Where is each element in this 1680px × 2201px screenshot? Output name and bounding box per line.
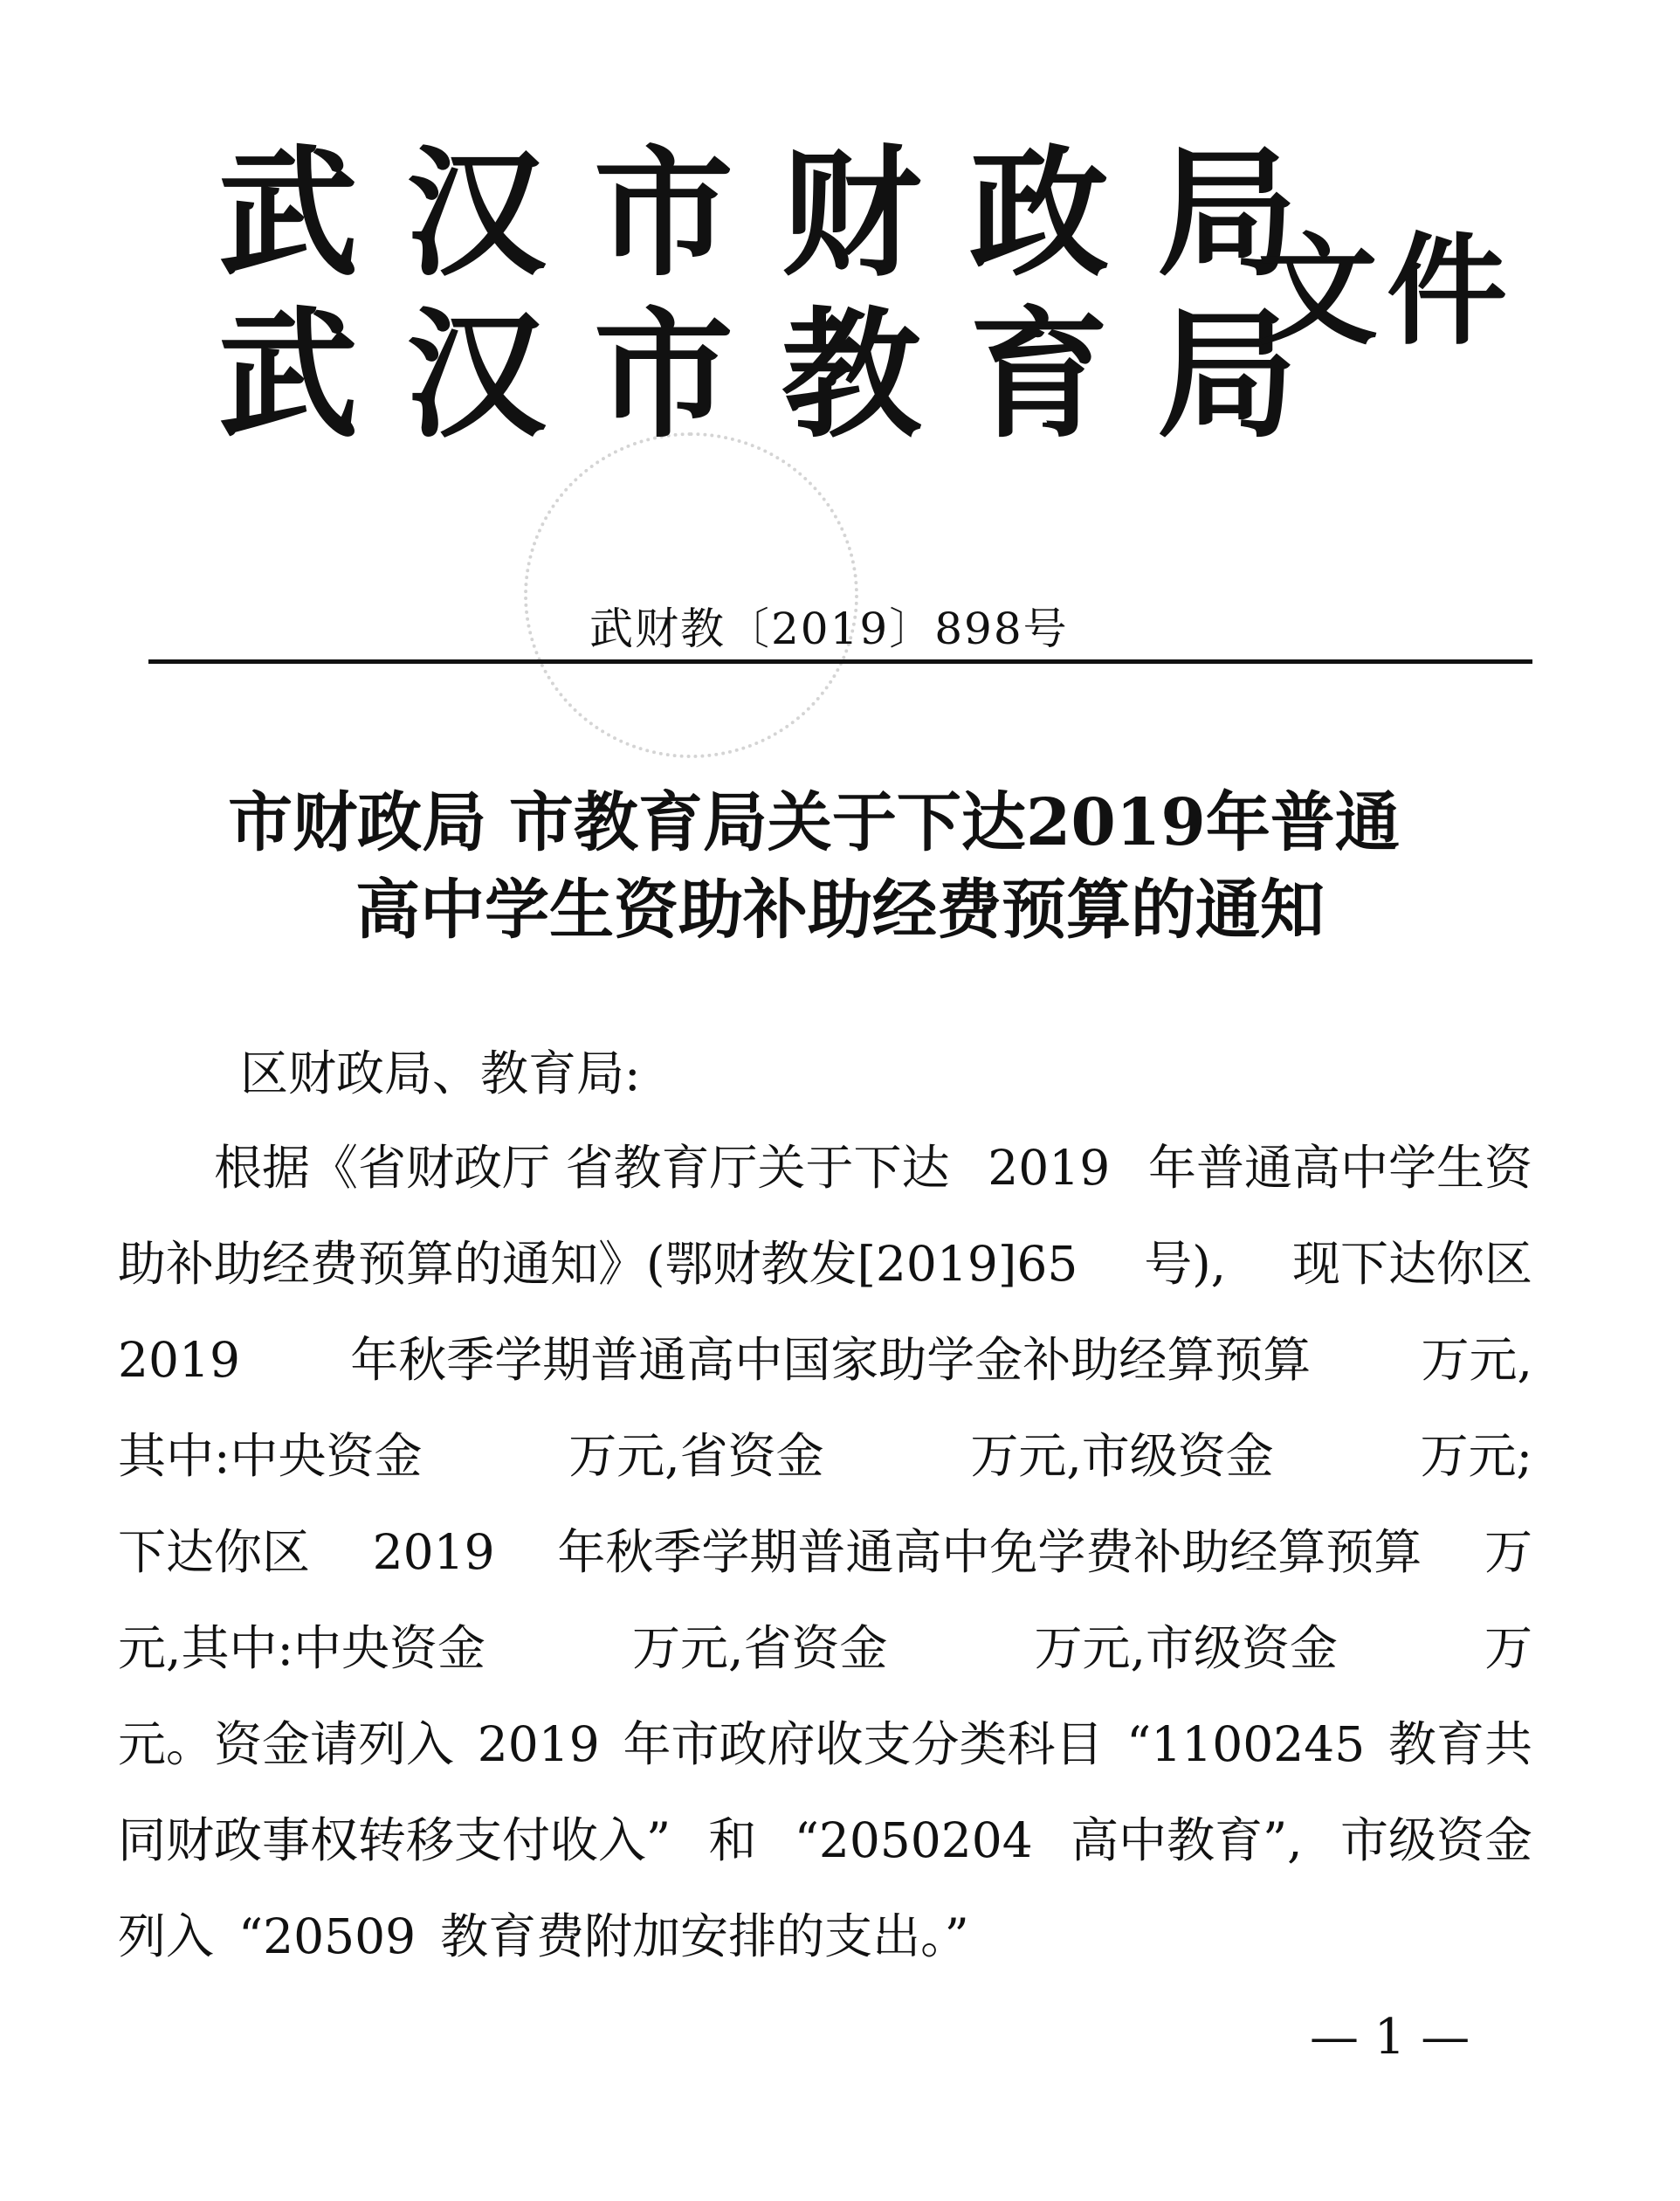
body-text-segment: 年市政府收支分类科目 [623,1716,1104,1772]
header-divider [148,659,1532,664]
page-number: — 1 — [1310,2009,1470,2066]
document-suffix: 文件 [1257,221,1517,362]
body-line [118,1620,1532,1676]
body-text-segment: 下达你区 [118,1524,311,1580]
body-text-segment: 和 [708,1812,757,1868]
body-text-segment: 高中教育”, [1071,1812,1303,1868]
title-line-2: 高中学生资助补助经费预算的通知 [355,873,1325,948]
document-number: 武财教〔2019〕898号 [589,604,1069,654]
body-line [118,1908,1532,1964]
body-text-segment: 号), [1144,1236,1227,1292]
body-text-segment: 2019 [477,1716,600,1772]
body-text-segment: 万元,省资金 [568,1428,824,1484]
body-line [118,1812,1532,1868]
body-text-segment: 教育共 [1387,1716,1532,1772]
body-text-segment: 万元; [1420,1428,1532,1484]
body-text-segment: 2019 [988,1140,1111,1196]
title-line-1: 市财政局 市教育局关于下达2019年普通 [228,785,1400,860]
body-line [118,1524,1532,1580]
salutation: 区财政局、教育局: [240,1045,641,1101]
body-text-segment: “20509 [238,1908,417,1964]
body-text-segment: 年秋季学期普通高中国家助学金补助经算预算 [350,1332,1312,1388]
body-text-segment: 2019 [372,1524,495,1580]
body-text-segment: 2019 [118,1332,240,1388]
body-text-segment: 现下达你区 [1291,1236,1532,1292]
body-text-segment: 万元,市级资金 [970,1428,1274,1484]
body-line [118,1140,1532,1196]
body-text-segment: “1100245 [1126,1716,1366,1772]
body-text-segment: 列入 [118,1908,215,1964]
body-text-segment: 其中:中央资金 [118,1428,423,1484]
body-text-segment: 万元,省资金 [632,1620,888,1676]
body-text-segment: 万 [1484,1524,1532,1580]
body-text-segment: 根据《省财政厅 省教育厅关于下达 [118,1140,950,1196]
issuer-line-education-bureau: 武汉市教育局 [218,293,1346,457]
body-text-segment: 年普通高中学生资 [1147,1140,1532,1196]
body-line [118,1332,1532,1388]
body-line [118,1716,1532,1772]
body-text-segment: 万元, [1421,1332,1532,1388]
body-text-segment: 市级资金 [1339,1812,1532,1868]
body-text-segment: 万 [1484,1620,1532,1676]
body-text-segment: 助补助经费预算的通知》(鄂财教发[2019]65 [118,1236,1078,1292]
body-text-segment: 万元,市级资金 [1034,1620,1338,1676]
body-text-segment: 元。资金请列入 [118,1716,455,1772]
body-line [118,1236,1532,1292]
body-text-segment: 教育费附加安排的支出。” [440,1908,969,1964]
issuer-line-finance-bureau: 武汉市财政局 [218,132,1346,295]
body-text-segment: “2050204 [794,1812,1033,1868]
body-text-segment: 元,其中:中央资金 [118,1620,486,1676]
body-line [118,1428,1532,1484]
body-text-segment: 年秋季学期普通高中免学费补助经算预算 [557,1524,1422,1580]
body-text-segment: 同财政事权转移支付收入” [118,1812,671,1868]
